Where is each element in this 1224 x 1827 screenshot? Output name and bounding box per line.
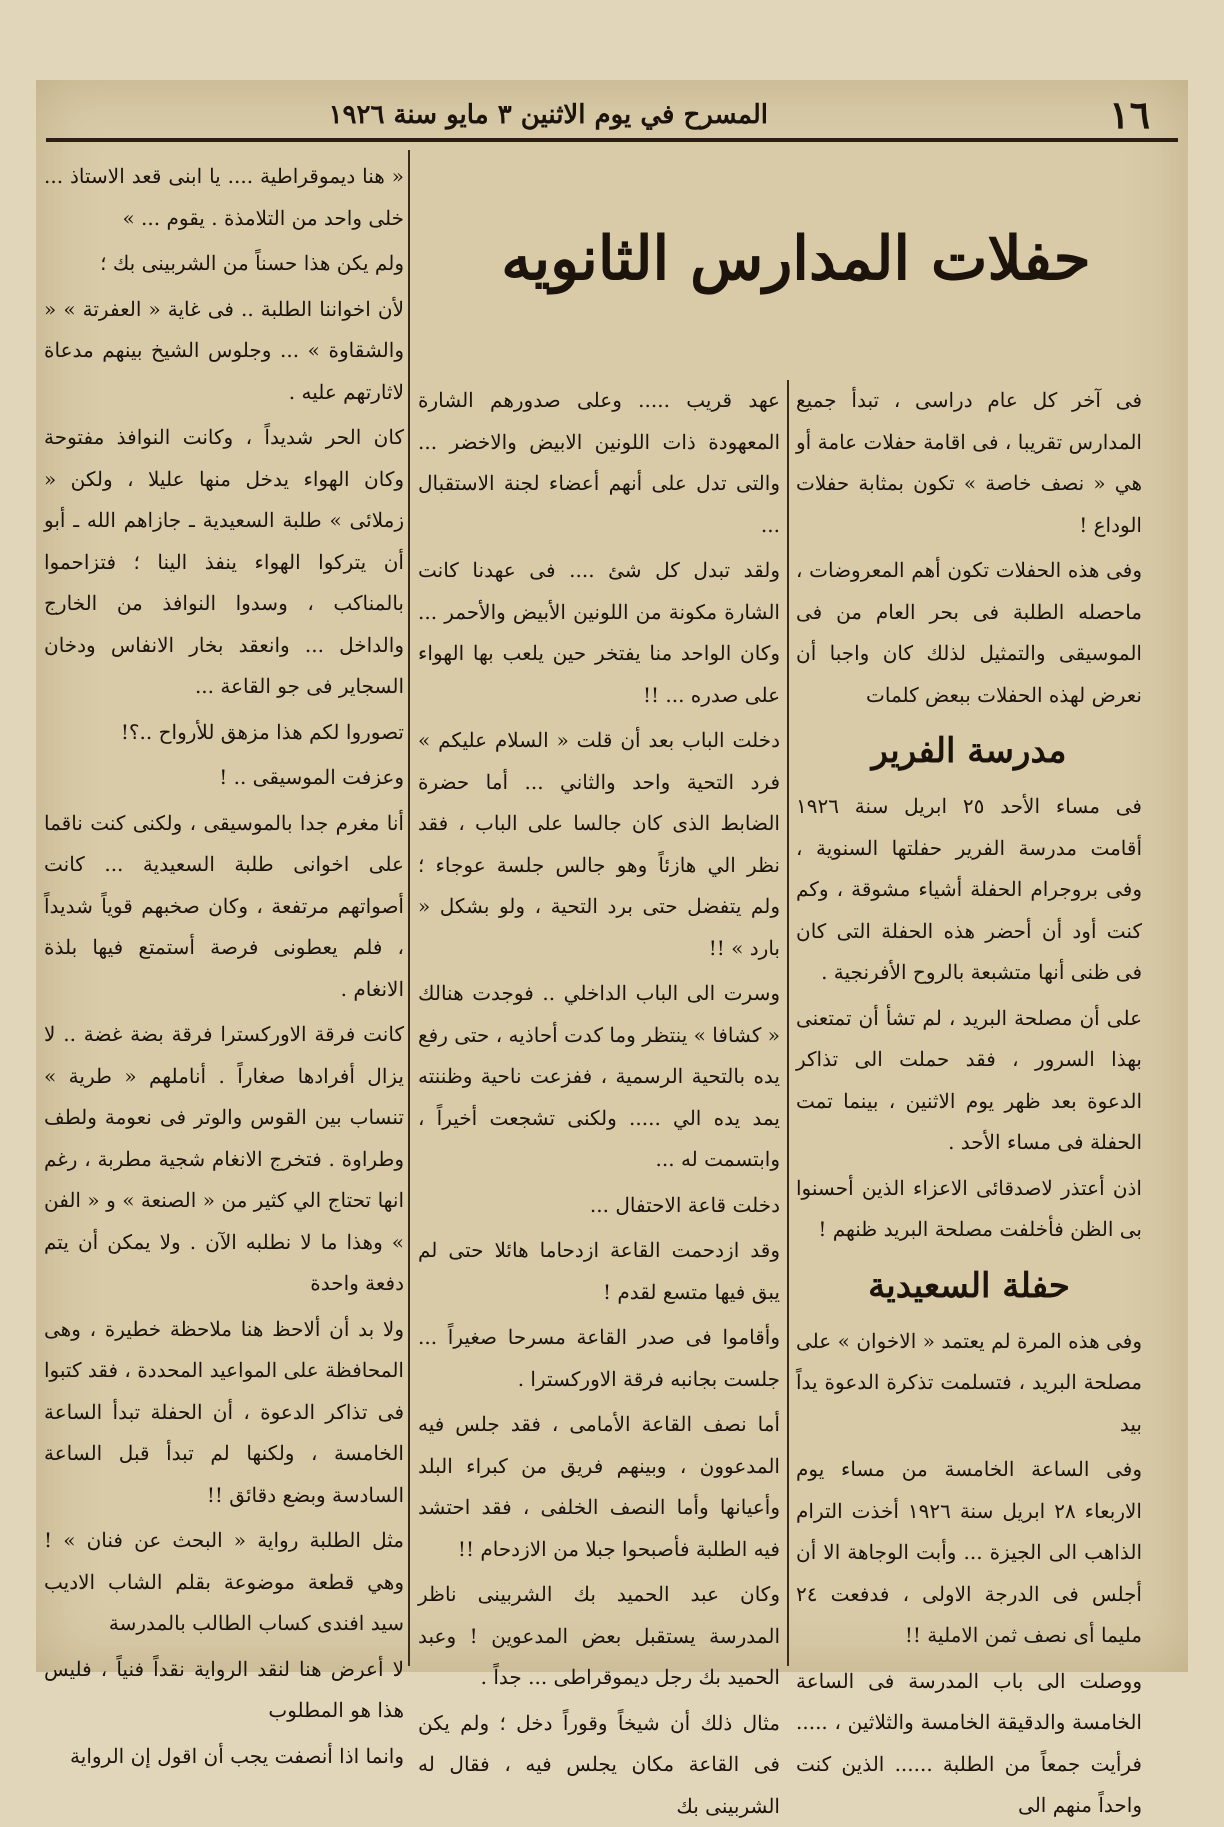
- paragraph: ولا بد أن ألاحظ هنا ملاحظة خطيرة ، وهى المحافظة على المواعيد المحددة ، فقد كتبوا فى تذاكر الدعوة ، أن الحفلة تبدأ الساعة الخامسة ، ولكنها لم تبدأ قبل الساعة السادسة وبضع دقائق !!: [44, 1309, 404, 1517]
- column-divider-right: [787, 380, 789, 1666]
- paragraph: مثال ذلك أن شيخاً وقوراً دخل ؛ ولم يكن فى القاعة مكان يجلس فيه ، فقال له الشربينى بك: [418, 1703, 780, 1827]
- paragraph: ووصلت الى باب المدرسة فى الساعة الخامسة والدقيقة الخامسة والثلاثين ، ..... فرأيت جمعاً من الطلبة ...... الذين كنت واحداً منهم الى: [796, 1661, 1142, 1827]
- column-middle: [418, 380, 780, 1666]
- paragraph: كانت فرقة الاوركسترا فرقة بضة غضة .. لا يزال أفرادها صغاراً . أناملهم « طرية » تنساب بين القوس والوتر فى نعومة ولطف وطراوة . فتخرج الانغام شجية مطربة ، رغم انها تحتاج الي كثير من « الصنعة » و « الفن » وهذا ما لا نطلبه الآن . ولا يمكن أن يتم دفعة واحدة: [44, 1014, 404, 1305]
- paragraph: وسرت الى الباب الداخلي .. فوجدت هنالك « كشافا » ينتظر وما كدت أحاذيه ، حتى رفع يده بالتحية الرسمية ، ففزعت ناحية وظننته يمد يده الي ..... ولكنى تشجعت أخيراً ، وابتسمت له ...: [418, 973, 780, 1181]
- paragraph: على أن مصلحة البريد ، لم تشأ أن تمتعنى بهذا السرور ، فقد حملت الى تذاكر الدعوة بعد ظهر يوم الاثنين ، بينما تمت الحفلة فى مساء الأحد .: [796, 998, 1142, 1164]
- paragraph: وعزفت الموسيقى .. !: [44, 757, 404, 799]
- paragraph: تصوروا لكم هذا مزهق للأرواح ..؟!: [44, 712, 404, 754]
- paragraph: لأن اخواننا الطلبة .. فى غاية « العفرتة » « والشقاوة » ... وجلوس الشيخ بينهم مدعاة لاثارتهم عليه .: [44, 289, 404, 414]
- column-left: [44, 156, 404, 1666]
- column-right: [796, 380, 1142, 1666]
- paragraph: وقد ازدحمت القاعة ازدحاما هائلا حتى لم يبق فيها متسع لقدم !: [418, 1230, 780, 1313]
- paragraph: فى آخر كل عام دراسى ، تبدأ جميع المدارس تقريبا ، فى اقامة حفلات عامة أو هي « نصف خاصة » تكون بمثابة حفلات الوداع !: [796, 380, 1142, 546]
- header-rule: [46, 138, 1178, 142]
- paragraph: دخلت الباب بعد أن قلت « السلام عليكم » فرد التحية واحد والثاني ... أما حضرة الضابط الذى كان جالسا على الباب ، فقد نظر الي هازئاً وهو جالس جلسة عوجاء ؛ ولم يتفضل حتى برد التحية ، ولو بشكل « بارد » !!: [418, 720, 780, 969]
- page-number: ١٦: [1109, 92, 1150, 137]
- paragraph: فى مساء الأحد ٢٥ ابريل سنة ١٩٢٦ أقامت مدرسة الفرير حفلتها السنوية ، وفى بروجرام الحفلة أشياء مشوقة ، وكم كنت أود أن أحضر هذه الحفلة التى كان فى ظنى أنها متشبعة بالروح الأفرنجية .: [796, 786, 1142, 994]
- paragraph: كان الحر شديداً ، وكانت النوافذ مفتوحة وكان الهواء يدخل منها عليلا ، ولكن « زملائى » طلبة السعيدية ـ جازاهم الله ـ أبو أن يتركوا الهواء ينفذ الينا ؛ فتزاحموا بالمناكب ، وسدوا النوافذ من الخارج والداخل ... وانعقد بخار الانفاس ودخان السجاير فى جو القاعة ...: [44, 417, 404, 708]
- article-title: حفلات المدارس الثانويه: [446, 224, 1146, 294]
- paragraph: لا أعرض هنا لنقد الرواية نقداً فنياً ، فليس هذا هو المطلوب: [44, 1649, 404, 1732]
- paragraph: اذن أعتذر لاصدقائى الاعزاء الذين أحسنوا بى الظن فأخلفت مصلحة البريد ظنهم !: [796, 1168, 1142, 1251]
- paragraph: وفى هذه الحفلات تكون أهم المعروضات ، ماحصله الطلبة فى بحر العام من فى الموسيقى والتمثيل لذلك كان واجبا أن نعرض لهذه الحفلات ببعض كلمات: [796, 550, 1142, 716]
- paragraph: وانما اذا أنصفت يجب أن اقول إن الرواية: [44, 1736, 404, 1778]
- paragraph: وأقاموا فى صدر القاعة مسرحا صغيراً ... جلست بجانبه فرقة الاوركسترا .: [418, 1317, 780, 1400]
- paragraph: « هنا ديموقراطية .... يا ابنى قعد الاستاذ ... خلى واحد من التلامذة . يقوم ... »: [44, 156, 404, 239]
- paragraph: ولم يكن هذا حسناً من الشربينى بك ؛: [44, 243, 404, 285]
- column-divider-left: [408, 150, 410, 1666]
- paragraph: وفى الساعة الخامسة من مساء يوم الاربعاء ٢٨ ابريل سنة ١٩٢٦ أخذت الترام الذاهب الى الجيزة ... وأبت الوجاهة الا أن أجلس فى الدرجة الاولى ، فدفعت ٢٤ مليما أى نصف ثمن الاملية !!: [796, 1449, 1142, 1657]
- paragraph: أنا مغرم جدا بالموسيقى ، ولكنى كنت ناقما على اخوانى طلبة السعيدية ... كانت أصواتهم مرتفعة ، وكان صخبهم قوياً شديداً ، فلم يعطونى فرصة أستمتع فيها بلذة الانغام .: [44, 803, 404, 1011]
- section-title-saidia: حفلة السعيدية: [796, 1257, 1142, 1315]
- paragraph: وفى هذه المرة لم يعتمد « الاخوان » على مصلحة البريد ، فتسلمت تذكرة الدعوة يداً بيد: [796, 1321, 1142, 1446]
- paragraph: أما نصف القاعة الأمامى ، فقد جلس فيه المدعوون ، وبينهم فريق من كبراء البلد وأعيانها وأما النصف الخلفى ، فقد احتشد فيه الطلبة فأصبحوا جبلا من الازدحام !!: [418, 1404, 780, 1570]
- page-header: [36, 92, 1188, 140]
- newspaper-page: [36, 80, 1188, 1672]
- paragraph: ولقد تبدل كل شئ .... فى عهدنا كانت الشارة مكونة من اللونين الأبيض والأحمر ... وكان الواحد منا يفتخر حين يلعب بها الهواء على صدره ... !!: [418, 550, 780, 716]
- paragraph: دخلت قاعة الاحتفال ...: [418, 1185, 780, 1227]
- paragraph: عهد قريب ..... وعلى صدورهم الشارة المعهودة ذات اللونين الابيض والاخضر ... والتى تدل على أنهم أعضاء لجنة الاستقبال ...: [418, 380, 780, 546]
- running-head: المسرح في يوم الاثنين ٣ مايو سنة ١٩٢٦: [329, 100, 768, 130]
- paragraph: مثل الطلبة رواية « البحث عن فنان » ! وهي قطعة موضوعة بقلم الشاب الاديب سيد افندى كساب الطالب بالمدرسة: [44, 1520, 404, 1645]
- section-title-frere: مدرسة الفرير: [796, 722, 1142, 780]
- paragraph: وكان عبد الحميد بك الشربينى ناظر المدرسة يستقبل بعض المدعوين ! وعبد الحميد بك رجل ديموقراطى ... جداً .: [418, 1574, 780, 1699]
